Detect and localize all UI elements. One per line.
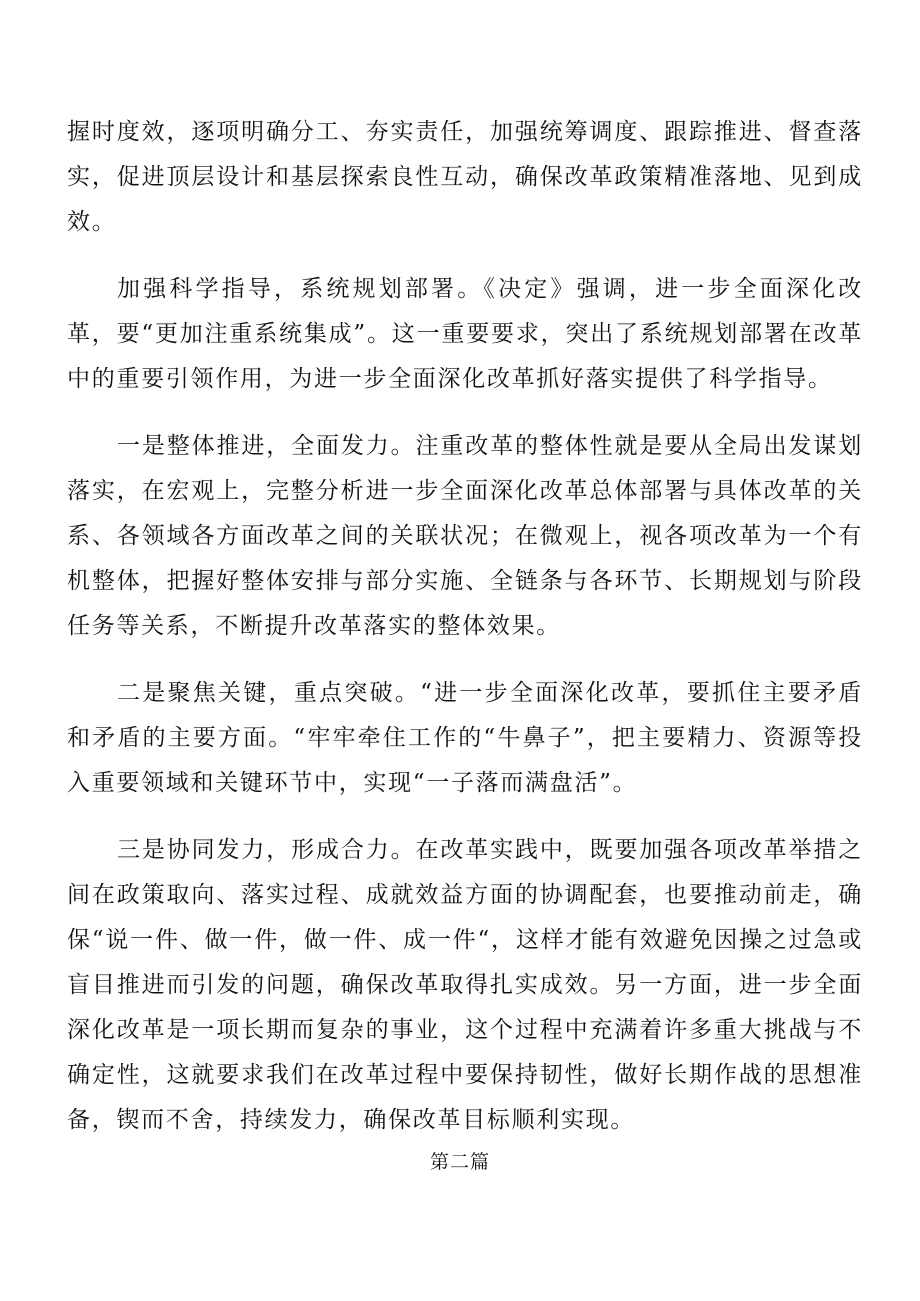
paragraph-2: 加强科学指导，系统规划部署。《决定》强调，进一步全面深化改革，要“更加注重系统集成”。这一重要要求，突出了系统规划部署在改革中的重要引领作用，为进一步全面深化改革抓好落实提供了科学指导。 — [67, 276, 863, 392]
paragraph-4: 二是聚焦关键，重点突破。“进一步全面深化改革，要抓住主要矛盾和矛盾的主要方面。“牢牢牵住工作的“牛鼻子”，把主要精力、资源等投入重要领域和关键环节中，实现“一子落而满盘活”。 — [67, 680, 863, 796]
paragraph-3: 一是整体推进，全面发力。注重改革的整体性就是要从全局出发谋划落实，在宏观上，完整分析进一步全面深化改革总体部署与具体改革的关系、各领域各方面改革之间的关联状况；在微观上，视各项改革为一个有机整体，把握好整体安排与部分实施、全链条与各环节、长期规划与阶段任务等关系，不断提升改革落实的整体效果。 — [67, 433, 863, 639]
paragraph-5: 三是协同发力，形成合力。在改革实践中，既要加强各项改革举措之间在政策取向、落实过程、成就效益方面的协调配套，也要推动前走，确保“说一件、做一件，做一件、成一件“，这样才能有效避免因操之过急或盲目推进而引发的问题，确保改革取得扎实成效。另一方面，进一步全面深化改革是一项长期而复杂的事业，这个过程中充满着许多重大挑战与不确定性，这就要求我们在改革过程中要保持韧性，做好长期作战的思想准备，锲而不舍，持续发力，确保改革目标顺利实现。 — [67, 837, 863, 1133]
paragraph-1: 握时度效，逐项明确分工、夯实责任，加强统筹调度、跟踪推进、督查落实，促进顶层设计和基层探索良性互动，确保改革政策精准落地、见到成效。 — [67, 119, 863, 235]
section-heading: 第二篇 — [429, 1151, 490, 1173]
document-body — [67, 110, 863, 1165]
